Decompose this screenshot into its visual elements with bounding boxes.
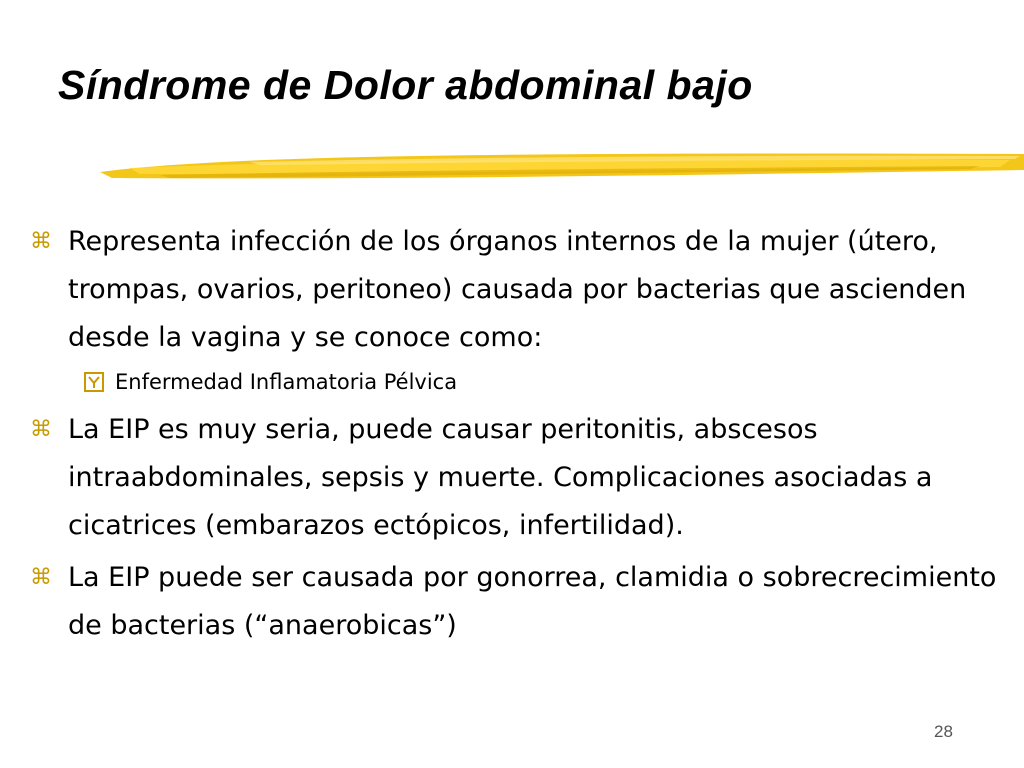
bullet-item [30, 554, 1005, 650]
command-key-icon: ⌘ [30, 417, 52, 442]
bullet-text: La EIP es muy seria, puede causar peritonitis, abscesos intraabdominales, sepsis y muerte. Complicaciones asociadas a cicatrices (embarazos ectópicos, infertilidad). [68, 414, 933, 541]
command-key-icon: ⌘ [30, 229, 52, 254]
sub-bullet-text: Enfermedad Inflamatoria Pélvica [115, 370, 458, 394]
checkbox-y-icon [84, 372, 104, 392]
sub-bullet-item [30, 362, 1005, 402]
slide-content [30, 218, 1005, 650]
brush-stroke-divider [100, 140, 1024, 190]
bullet-item [30, 218, 1005, 362]
bullet-text: Representa infección de los órganos internos de la mujer (útero, trompas, ovarios, peritoneo) causada por bacterias que ascienden desde la vagina y se conoce como: [68, 226, 967, 353]
command-key-icon: ⌘ [30, 565, 52, 590]
slide-title: Síndrome de Dolor abdominal bajo [58, 62, 753, 108]
bullet-text: La EIP puede ser causada por gonorrea, clamidia o sobrecrecimiento de bacterias (“anaerobicas”) [68, 562, 997, 641]
page-number: 28 [934, 722, 953, 741]
bullet-item [30, 406, 1005, 550]
